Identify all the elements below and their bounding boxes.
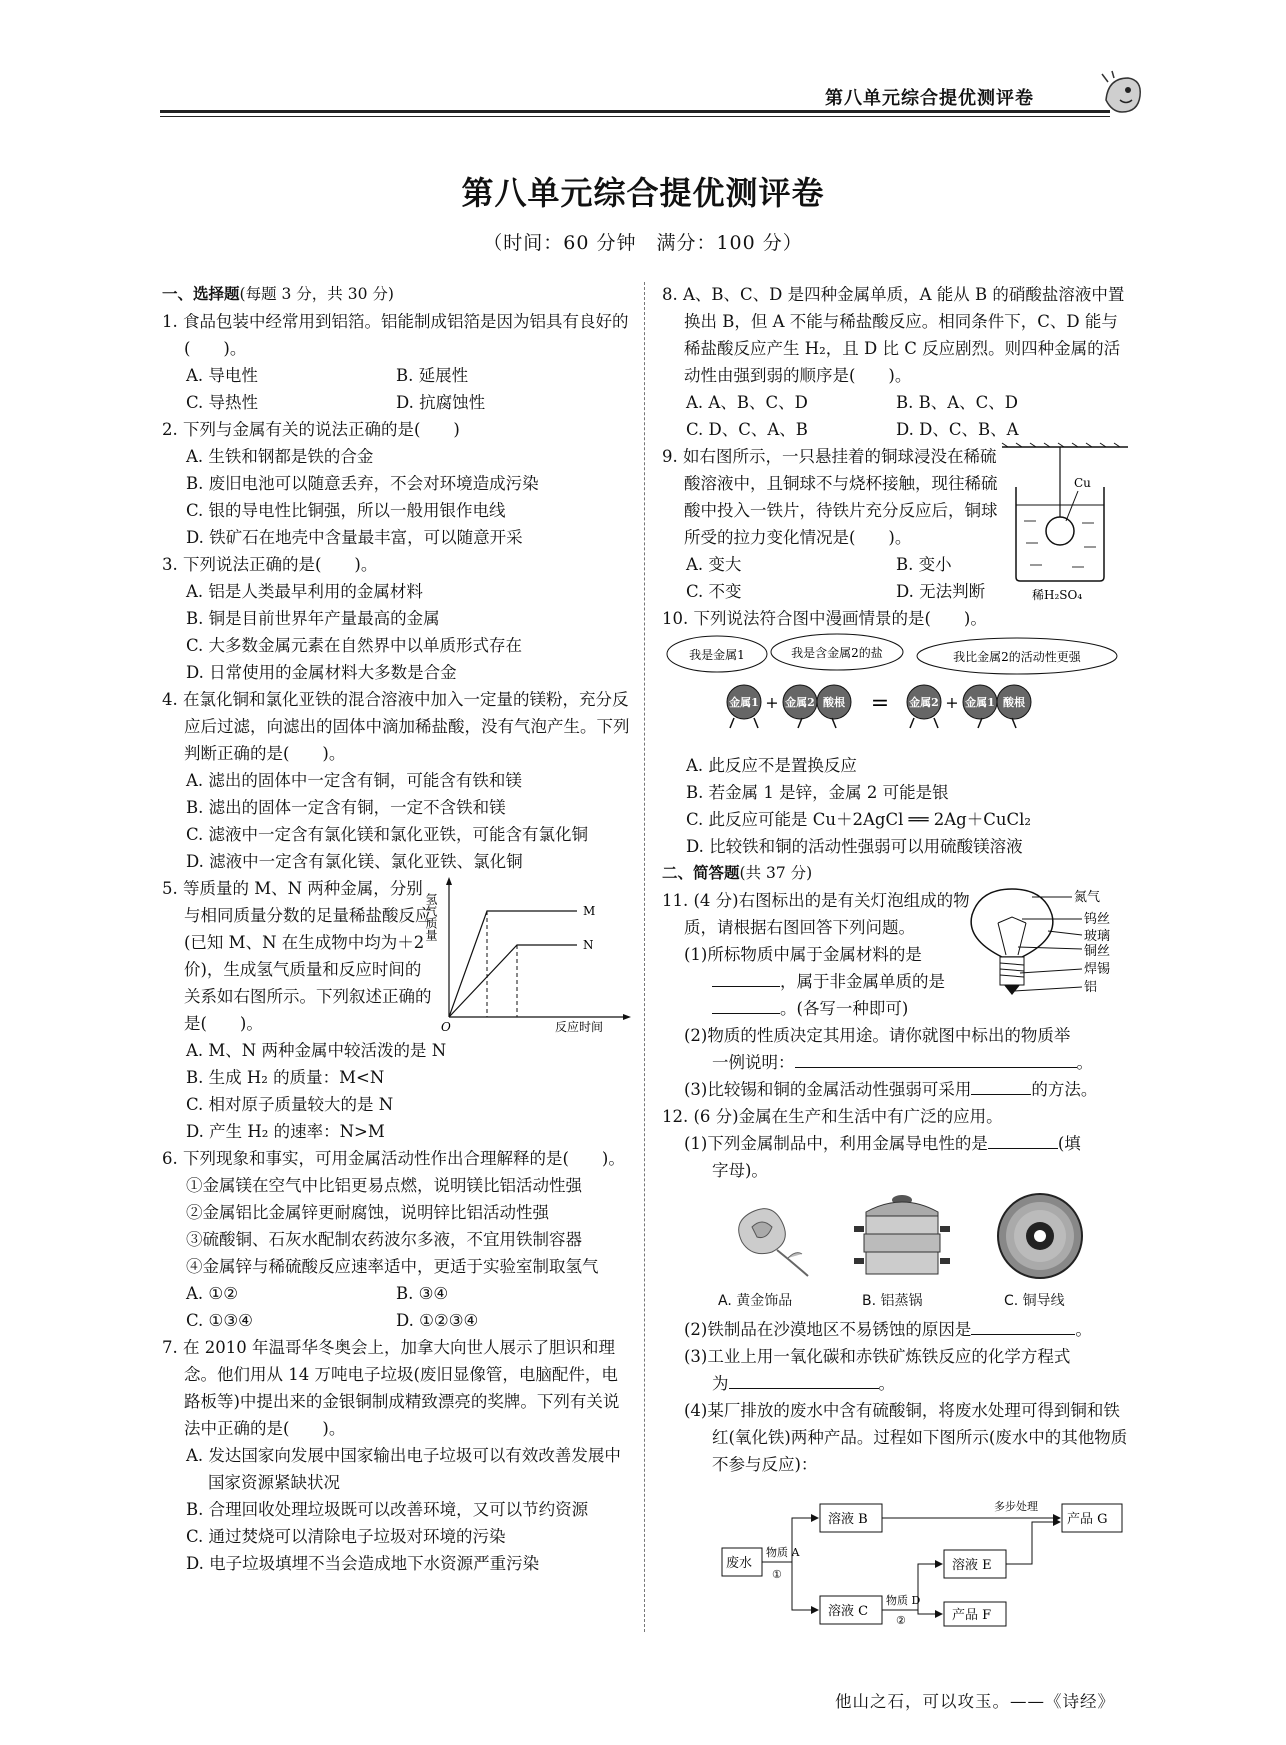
flow-process: 多步处理 [994,1500,1038,1513]
q11-part3 [662,1076,1132,1103]
running-header: 第八单元综合提优测评卷 [825,88,1034,109]
option: A. A、B、C、D [686,393,808,412]
option: A. 生铁和钢都是铁的合金 [186,447,374,466]
options-row [162,389,632,416]
flow-node: 溶液 C [828,1604,869,1619]
option: B. 延展性 [396,366,469,385]
option: D. 比较铁和铜的活动性强弱可以用硫酸镁溶液 [686,837,1023,856]
prompt-text: (3)比较锡和铜的金属活动性强弱可采用 [684,1080,972,1099]
page-title: 第八单元综合提优测评卷 [461,174,825,212]
option: C. ①③④ [186,1311,253,1330]
answer-blank[interactable] [729,1372,879,1389]
options-row [662,389,1132,416]
section-heading-1 [162,281,632,308]
question-5: 5. 等质量的 M、N 两种金属，分别与相同质量分数的足量稀盐酸反应(已知 M、N 在生成物中均为＋2 价)，生成氢气质量和反应时间的关系如右图所示。下列叙述正确的是( )。 [162,879,432,1033]
question-6: 6. 下列现象和事实，可用金属活动性作出合理解释的是( )。 [162,1149,625,1168]
left-column [162,281,632,1577]
flow-node: 溶液 E [952,1558,992,1573]
prompt-text: (2)铁制品在沙漠地区不易锈蚀的原因是 [684,1320,972,1339]
question-1: 1. 食品包装中经常用到铝箔。铝能制成铝箔是因为铝具有良好的( )。 [162,312,629,358]
bulb-label: 铜丝 [1084,944,1111,959]
prompt-text: (1)下列金属制品中，利用金属导电性的是 [684,1134,988,1153]
bubble-text: 我比金属2的活动性更强 [953,650,1081,664]
option: C. 不变 [686,582,742,601]
question-2: 2. 下列与金属有关的说法正确的是( ) [162,420,460,439]
option: B. B、A、C、D [896,393,1019,412]
bulb-label: 玻璃 [1084,929,1111,944]
bulb-figure [962,887,1132,1012]
cartoon-label: 金属1 [729,696,759,709]
options-row [662,416,1132,443]
option: C. 滤液中一定含有氯化镁和氯化亚铁，可能含有氯化铜 [186,825,589,844]
flow-node: 溶液 B [828,1512,868,1527]
q12-part3: (3)工业上用一氧化碳和赤铁矿炼铁反应的化学方程式 为 。 [684,1347,1071,1393]
question-8: 8. A、B、C、D 是四种金属单质，A 能从 B 的硝酸盐溶液中置换出 B，但 A 不能与稀盐酸反应。相同条件下，C、D 能与稀盐酸反应产生 H₂，且 D 比 C 反应剧烈。则四种金属的活动性由强到弱的顺序是( )。 [662,285,1125,385]
q12-part2: (2)铁制品在沙漠地区不易锈蚀的原因是 。 [684,1320,1092,1339]
option: C. 导热性 [186,393,259,412]
answer-blank[interactable] [712,970,780,987]
flow-reagent: 物质 D [886,1594,921,1607]
option: D. 无法判断 [896,582,986,601]
option: A. ①② [186,1284,238,1303]
option: B. 合理回收处理垃圾既可以改善环境，又可以节约资源 [186,1500,589,1519]
prompt-text: 字母)。 [712,1161,768,1180]
q12-part1 [662,1130,1132,1184]
q12-images [662,1184,1132,1316]
beaker-figure [1002,443,1132,603]
answer-blank[interactable] [712,997,780,1014]
answer-blank[interactable] [988,1132,1058,1149]
cartoon-label: 酸根 [823,696,845,709]
header-rule-thin [160,116,1110,117]
option: C. 此反应可能是 Cu＋2AgCl ══ 2Ag＋CuCl₂ [686,810,1032,829]
answer-blank[interactable] [971,1078,1031,1095]
plus-sign: + [765,693,779,712]
question-7: 7. 在 2010 年温哥华冬奥会上，加拿大向世人展示了胆识和理念。他们用从 14 万吨电子垃圾(废旧显像管，电脑配件，电路板等)中提出来的金银铜制成精致漂亮的奖牌。下列有关说法中正确的是( )。 [162,1338,620,1438]
cu-label: Cu [1074,476,1091,490]
statement: ②金属铝比金属锌更耐腐蚀，说明锌比铝活动性强 [186,1203,549,1222]
prompt-text: ，属于非金属单质的是 [780,972,945,991]
image-caption: A. 黄金饰品 [718,1293,793,1309]
flow-step: ② [896,1614,906,1627]
cartoon-label: 金属2 [785,696,815,709]
option: D. 滤液中一定含有氯化镁、氯化亚铁、氯化铜 [186,852,523,871]
section-note: (共 37 分) [739,864,813,882]
question-10: 10. 下列说法符合图中漫画情景的是( )。 [662,609,987,628]
prompt-text: 为 [712,1374,729,1393]
option: B. 若金属 1 是锌，金属 2 可能是银 [686,783,949,802]
bubble-text: 我是含金属2的盐 [791,646,883,660]
plus-sign: + [945,693,959,712]
option: A. 铝是人类最早利用的金属材料 [186,582,423,601]
flow-node: 废水 [726,1556,753,1571]
question-4: 4. 在氯化铜和氯化亚铁的混合溶液中加入一定量的镁粉，充分反应后过滤，向滤出的固体中滴加稀盐酸，没有气泡产生。下列判断正确的是( )。 [162,690,630,763]
options-row [162,1307,632,1334]
x-axis-label: 反应时间 [555,1020,604,1034]
flow-step: ① [772,1568,782,1581]
bubble-text: 我是金属1 [689,648,745,662]
series-label-n: N [583,938,594,952]
image-caption: C. 铜导线 [1004,1293,1065,1309]
flow-node: 产品 G [1067,1512,1108,1527]
mascot-icon [1098,70,1148,120]
question-12: 12. (6 分)金属在生产和生活中有广泛的应用。 [662,1107,1003,1126]
question-3: 3. 下列说法正确的是( )。 [162,555,378,574]
option: D. 铁矿石在地壳中含量最丰富，可以随意开采 [186,528,523,547]
option: D. 日常使用的金属材料大多数是合金 [186,663,457,682]
bulb-label: 铝 [1084,980,1098,995]
bulb-label: 氮气 [1074,890,1101,905]
option: B. ③④ [396,1284,449,1303]
option: B. 铜是目前世界年产量最高的金属 [186,609,440,628]
column-divider [644,282,645,1632]
statement: ④金属锌与稀硫酸反应速率适中，更适于实验室制取氢气 [186,1257,599,1276]
section-label: 一、选择题 [162,285,240,303]
statement: ③硫酸铜、石灰水配制农药波尔多液，不宜用铁制容器 [186,1230,582,1249]
answer-blank[interactable] [795,1051,1077,1068]
prompt-text: 。(各写一种即可) [780,999,909,1018]
cartoon-figure [662,632,1132,744]
question-5-block [162,875,632,1037]
acid-label: 稀H₂SO₄ [1032,588,1083,602]
option: A. M、N 两种金属中较活泼的是 N [186,1041,447,1060]
q11-part1 [662,941,974,1022]
prompt-text: 的方法。 [1031,1080,1098,1099]
option: A. 变大 [686,555,742,574]
exam-subtitle: （时间：60 分钟 满分：100 分） [483,232,803,254]
steamer-pot-icon [852,1188,952,1284]
options-row [162,1280,632,1307]
prompt-text: (1)所标物质中属于金属材料的是 [684,945,922,964]
option: B. 生成 H₂ 的质量：M<N [186,1068,385,1087]
option: B. 滤出的固体一定含有铜，一定不含铁和镁 [186,798,506,817]
question-11-block [662,887,1132,1022]
footer-quote: 他山之石，可以攻玉。——《诗经》 [835,1692,1115,1711]
cartoon-label: 酸根 [1003,696,1025,709]
question-11: 11. (4 分)右图标出的是有关灯泡组成的物质，请根据右图回答下列问题。 [662,891,970,937]
answer-blank[interactable] [971,1318,1075,1335]
equals-sign: = [870,691,890,716]
section-note: (每题 3 分，共 30 分) [239,285,394,303]
origin-label: O [441,1020,451,1034]
bulb-label: 钨丝 [1084,912,1111,927]
options-row [162,362,632,389]
header-rule [160,110,1110,113]
flow-node: 产品 F [952,1608,992,1623]
option: C. 银的导电性比铜强，所以一般用银作电线 [186,501,506,520]
option: B. 废旧电池可以随意丢弃，不会对环境造成污染 [186,474,539,493]
right-column [662,281,1132,1634]
option: D. ①②③④ [396,1311,479,1330]
flow-reagent: 物质 A [766,1546,800,1559]
q5-graph [424,875,632,1035]
option: A. 导电性 [186,366,258,385]
section-heading-2 [662,860,1132,887]
bulb-label: 焊锡 [1084,962,1111,977]
option: B. 变小 [896,555,952,574]
option: A. 此反应不是置换反应 [686,756,857,775]
statement: ①金属镁在空气中比铝更易点燃，说明镁比铝活动性强 [186,1176,582,1195]
gold-rose-icon [722,1192,812,1282]
option: D. 电子垃圾填埋不当会造成地下水资源严重污染 [186,1554,540,1573]
image-caption: B. 铝蒸锅 [862,1293,923,1309]
option: C. 相对原子质量较大的是 N [186,1095,394,1114]
prompt-text: 一例说明： [712,1053,795,1072]
option: A. 发达国家向发展中国家输出电子垃圾可以有效改善发展中国家资源紧缺状况 [186,1446,621,1492]
copper-wire-icon [992,1188,1088,1284]
question-9-block [662,443,1132,605]
prompt-text: (3)工业上用一氧化碳和赤铁矿炼铁反应的化学方程式 [684,1347,1071,1366]
option: D. D、C、B、A [896,420,1019,439]
section-label: 二、简答题 [662,864,740,882]
question-9: 9. 如右图所示，一只悬挂着的铜球浸没在稀硫酸溶液中，且铜球不与烧杯接触，现往稀硫酸中投入一铁片，待铁片充分反应后，铜球所受的拉力变化情况是( )。 [662,447,998,547]
cartoon-label: 金属1 [965,696,995,709]
option: D. 抗腐蚀性 [396,393,486,412]
option: C. D、C、A、B [686,420,808,439]
option: C. 通过焚烧可以清除电子垃圾对环境的污染 [186,1527,506,1546]
q12-part4: (4)某厂排放的废水中含有硫酸铜，将废水处理可得到铜和铁红(氧化铁)两种产品。过程如下图所示(废水中的其他物质不参与反应)： [684,1401,1128,1474]
prompt-text: (填 [1057,1134,1081,1153]
series-label-m: M [583,904,596,918]
cartoon-label: 金属2 [909,696,939,709]
option: C. 大多数金属元素在自然界中以单质形式存在 [186,636,523,655]
y-axis-label: 氢气质量 [424,893,438,941]
process-flowchart [662,1486,1132,1626]
option: D. 产生 H₂ 的速率：N>M [186,1122,385,1141]
prompt-text: (2)物质的性质决定其用途。请你就图中标出的物质举 [684,1026,1071,1045]
q11-part2: (2)物质的性质决定其用途。请你就图中标出的物质举 一例说明： 。 [684,1026,1093,1072]
option: A. 滤出的固体中一定含有铜，可能含有铁和镁 [186,771,522,790]
